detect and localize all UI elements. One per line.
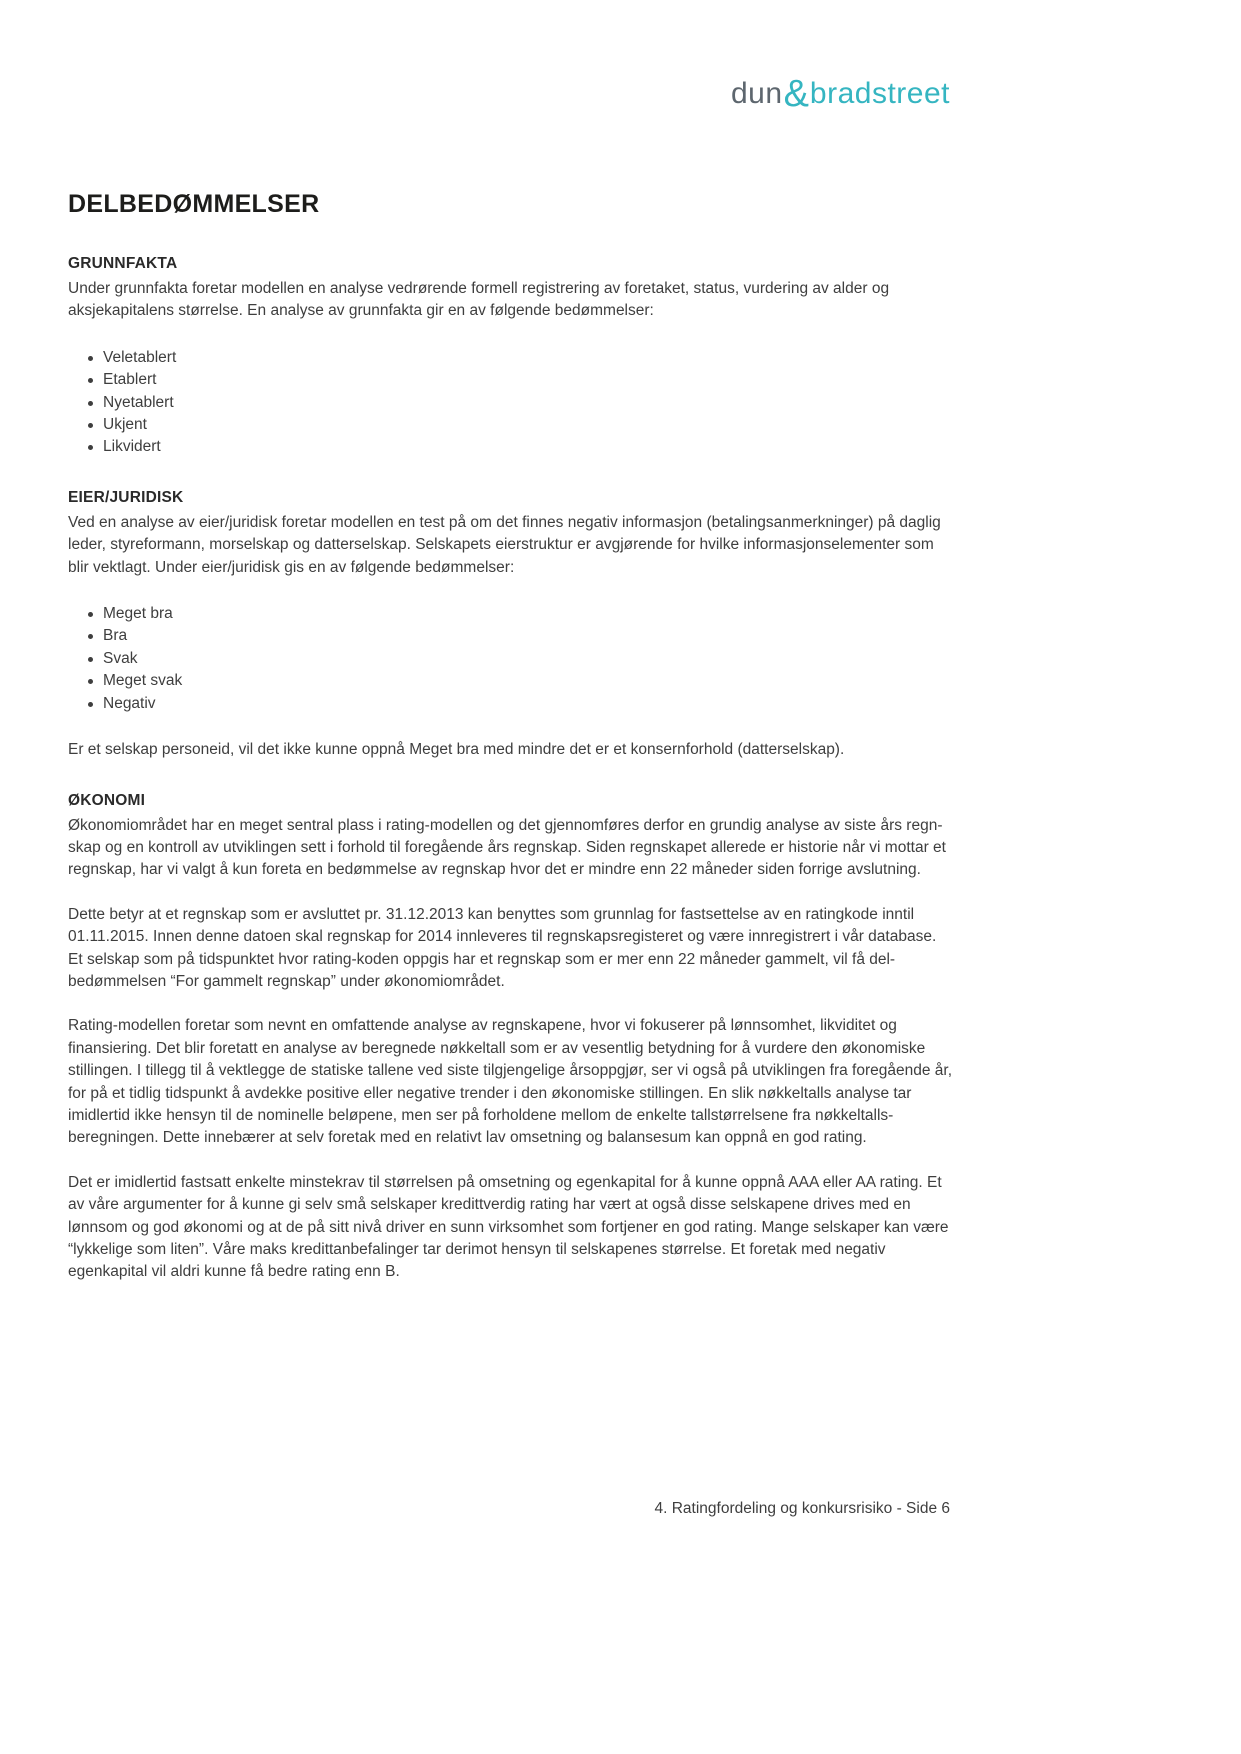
- section-grunnfakta: [68, 255, 952, 459]
- body-paragraph: Dette betyr at et regnskap som er avsluttet pr. 31.12.2013 kan benyttes som grunnlag for fastsettelse av en ratingkode inntil 01.11.2015. Innen denne datoen skal regnskap for 2014 innleveres til regnskapsregisteret og være innregistrert i vår database. Et selskap som på tidspunktet hvor rating-koden oppgis har et regnskap som er mer enn 22 måneder gammelt, vil få del- bedømmelsen “For gammelt regnskap” under økonomiområdet.: [68, 905, 937, 990]
- document-content: [68, 190, 952, 1314]
- grunnfakta-bullet-list: [68, 347, 952, 459]
- section-heading: GRUNNFAKTA: [68, 255, 178, 272]
- section-outro-paragraph: Er et selskap personeid, vil det ikke kunne oppnå Meget bra med mindre det er et konsernforhold (datterselskap).: [68, 741, 845, 759]
- bullet-item: Nyetablert: [88, 392, 952, 414]
- bullet-item: Ukjent: [88, 414, 952, 436]
- dun-bradstreet-logo: [731, 72, 950, 115]
- body-paragraph: Økonomiområdet har en meget sentral plass i rating-modellen og det gjennomføres derfor en grundig analyse av siste års regn- skap og en kontroll av utviklingen sett i forhold til foregående års regnskap. Siden regnskapet allerede er historie når vi mottar et regnskap, har vi valgt å kun foreta en bedømmelse av regnskap hvor det er mindre enn 22 måneder siden forrige avslutning.: [68, 816, 946, 879]
- bullet-item: Meget svak: [88, 670, 952, 692]
- bullet-item: Svak: [88, 648, 952, 670]
- section-intro-paragraph: Ved en analyse av eier/juridisk foretar modellen en test på om det finnes negativ informasjon (betalingsanmerkninger) på daglig leder, styreformann, morselskap og datterselskap. Selskapets eierstruktur er avgjørende for hvilke informasjonselementer som blir vektlagt. Under eier/juridisk gis en av følgende bedømmelser:: [68, 513, 941, 576]
- logo-ampersand-icon: &: [783, 73, 809, 115]
- bullet-item: Negativ: [88, 693, 952, 715]
- body-paragraph: Det er imidlertid fastsatt enkelte minstekrav til størrelsen på omsetning og egenkapital for å kunne oppnå AAA eller AA rating. Et av våre argumenter for å kunne gi selv små selskaper kredittverdig rating har vært at også disse selskapene drives med en lønnsom og god økonomi og at de på sitt nivå driver en sunn virksomhet som fortjener en god rating. Mange selskaper kan være “lykkelige som liten”. Våre maks kredittanbefalinger tar derimot hensyn til selskapenes størrelse. Et foretak med negativ egenkapital vil aldri kunne få bedre rating enn B.: [68, 1173, 949, 1281]
- bullet-item: Etablert: [88, 369, 952, 391]
- section-heading: ØKONOMI: [68, 791, 146, 809]
- page-title: DELBEDØMMELSER: [68, 190, 320, 218]
- bullet-item: Meget bra: [88, 603, 952, 625]
- body-paragraph: Rating-modellen foretar som nevnt en omfattende analyse av regnskapene, hvor vi fokuserer på lønnsomhet, likviditet og finansiering. Det blir foretatt en analyse av beregnede nøkkeltall som er av vesentlig betydning for å vurdere den økonomiske stillingen. I tillegg til å vektlegge de statiske tallene ved siste tilgjengelige årsoppgjør, ser vi også på utviklingen fra foregående år, for på et tidlig tidspunkt å avdekke positive eller negative trender i den økonomiske stillingen. En slik nøkkeltalls analyse tar imidlertid ikke hensyn til de nominelle beløpene, men ser på forholdene mellom de enkelte tallstørrelsene fra nøkkeltalls- beregningen. Dette innebærer at selv foretak med en relativt lav omsetning og balansesum kan oppnå en god rating.: [68, 1017, 953, 1147]
- logo-text-dun: dun: [731, 77, 783, 110]
- eier-juridisk-bullet-list: [68, 603, 952, 715]
- section-okonomi: [68, 792, 952, 1284]
- section-eier-juridisk: [68, 489, 952, 762]
- bullet-item: Likvidert: [88, 436, 952, 458]
- section-intro-paragraph: Under grunnfakta foretar modellen en analyse vedrørende formell registrering av foretaket, status, vurdering av alder og aksjekapitalens størrelse. En analyse av grunnfakta gir en av følgende bedømmelser:: [68, 280, 890, 320]
- bullet-item: Veletablert: [88, 347, 952, 369]
- bullet-item: Bra: [88, 625, 952, 647]
- page-footer: 4. Ratingfordeling og konkursrisiko - Side 6: [654, 1500, 950, 1517]
- section-heading: EIER/JURIDISK: [68, 488, 184, 506]
- logo-text-bradstreet: bradstreet: [809, 77, 950, 110]
